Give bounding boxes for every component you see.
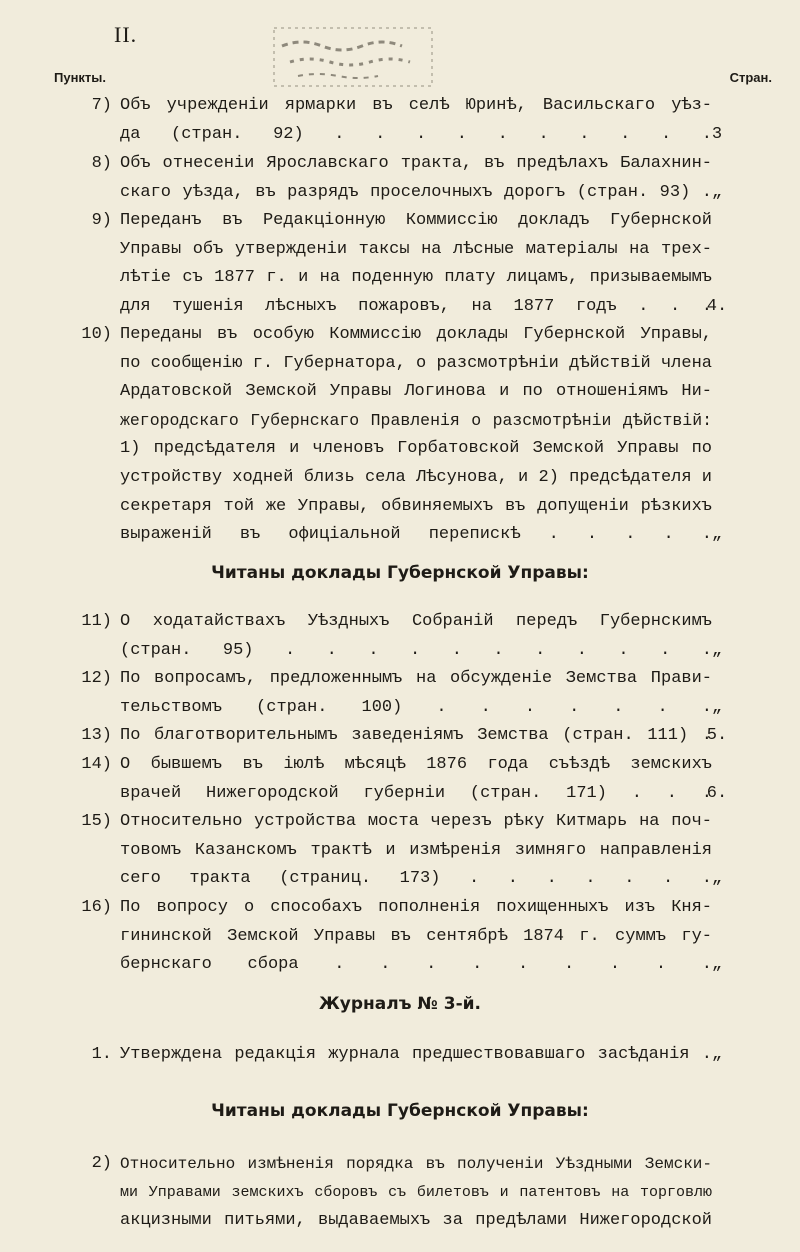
item-text-line: товомъ Казанскомъ трактѣ и измѣренія зимняго направленія [120,841,712,860]
item-text-line: Относительно измѣненія порядка въ полученіи Уѣздными Земски- [120,1155,712,1173]
item-text-line: акцизными питьями, выдаваемыхъ за предѣлами Нижегородской [120,1211,712,1230]
item-text-line: гининской Земской Управы въ сентябрѣ 1874 г. суммъ гу- [120,927,712,946]
item-text-line: скаго уѣзда, въ разрядъ проселочныхъ дорогъ (стран. 93) . [120,183,712,202]
item-text-line: О ходатайствахъ Уѣздныхъ Собраній передъ Губернскимъ [120,612,712,631]
item-text-line: Относительно устройства моста черезъ рѣку Китмарь на поч- [120,812,712,831]
item-page: 3 [711,125,723,144]
item-page: „ [711,698,723,717]
item-text-line: Переданы въ особую Коммиссію доклады Губернской Управы, [120,325,712,344]
page-column-heading: Стран. [729,70,772,85]
item-text-line: По благотворительнымъ заведеніямъ Земства (стран. 111) . [120,726,712,745]
item-text-line: бернскаго сбора . . . . . . . . . [120,955,712,974]
item-number: 7) [91,96,112,115]
item-number: 13) [81,726,112,745]
item-text-line: ми Управами земскихъ сборовъ съ билетовъ и патентовъ на торговлю [120,1184,712,1201]
section-heading: Читаны доклады Губернской Управы: [211,1101,589,1121]
item-page: „ [711,869,723,888]
item-text-line: да (стран. 92) . . . . . . . . . . [120,125,712,144]
item-number: 12) [81,669,112,688]
item-text-line: Ардатовской Земской Управы Логинова и по отношеніямъ Ни- [120,382,712,401]
item-number: 11) [81,612,112,631]
item-text-line: Объ учрежденіи ярмарки въ селѣ Юринѣ, Васильскаго уѣз- [120,96,712,115]
item-text-line: По вопросамъ, предложеннымъ на обсужденіе Земства Прави- [120,669,712,688]
item-page: 5. [706,726,728,745]
item-text-line: О бывшемъ въ іюлѣ мѣсяцѣ 1876 года съѣздѣ земскихъ [120,755,712,774]
item-text-line: для тушенія лѣсныхъ пожаровъ, на 1877 годъ . . . [120,297,712,316]
item-text-line: Утверждена редакція журнала предшествовавшаго засѣданія . [120,1045,712,1064]
item-text-line: Объ отнесеніи Ярославскаго тракта, въ предѣлахъ Балахнин- [120,154,712,173]
item-text-line: По вопросу о способахъ пополненія похищенныхъ изъ Кня- [120,898,712,917]
item-text-line: Переданъ въ Редакціонную Коммиссію докладъ Губернской [120,211,712,230]
item-number: 2) [91,1154,112,1173]
item-number: 9) [91,211,112,230]
item-text-line: секретаря той же Управы, обвиняемыхъ въ допущеніи рѣзкихъ [120,497,712,516]
item-text-line: Управы объ утвержденіи таксы на лѣсные матеріалы на трех- [120,240,712,259]
item-page: „ [711,525,723,544]
item-number: 16) [81,898,112,917]
item-text-line: выраженій въ офиціальной перепискѣ . . . . . [120,525,712,544]
item-number: 8) [91,154,112,173]
section-heading: Журналъ № 3-й. [318,994,482,1014]
page-number: II. [114,22,138,47]
item-text-line: тельствомъ (стран. 100) . . . . . . . [120,698,712,717]
item-page: 4. [706,297,728,316]
item-page: „ [711,1045,723,1064]
item-text-line: по сообщенію г. Губернатора, о разсмотрѣніи дѣйствій члена [120,354,712,373]
item-text-line: жегородскаго Губернскаго Правленія о разсмотрѣніи дѣйствій: [120,411,712,430]
item-number: 1. [91,1045,112,1064]
item-number: 15) [81,812,112,831]
item-number: 14) [81,755,112,774]
item-number: 10) [81,325,112,344]
item-text-line: врачей Нижегородской губерніи (стран. 171) . . . [120,784,712,803]
item-text-line: лѣтіе съ 1877 г. и на поденную плату лицамъ, призываемымъ [120,268,712,287]
item-page: „ [711,955,723,974]
item-text-line: 1) предсѣдателя и членовъ Горбатовской Земской Управы по [120,439,712,458]
item-text-line: сего тракта (страниц. 173) . . . . . . . [120,869,712,888]
section-heading: Читаны доклады Губернской Управы: [211,563,589,583]
points-column-heading: Пункты. [54,70,107,85]
library-stamp [268,22,438,92]
item-page: 6. [706,784,728,803]
item-text-line: устройству ходней близь села Лѣсунова, и 2) предсѣдателя и [120,468,712,487]
item-text-line: (стран. 95) . . . . . . . . . . . [120,641,712,660]
item-page: „ [711,183,723,202]
item-page: „ [711,641,723,660]
